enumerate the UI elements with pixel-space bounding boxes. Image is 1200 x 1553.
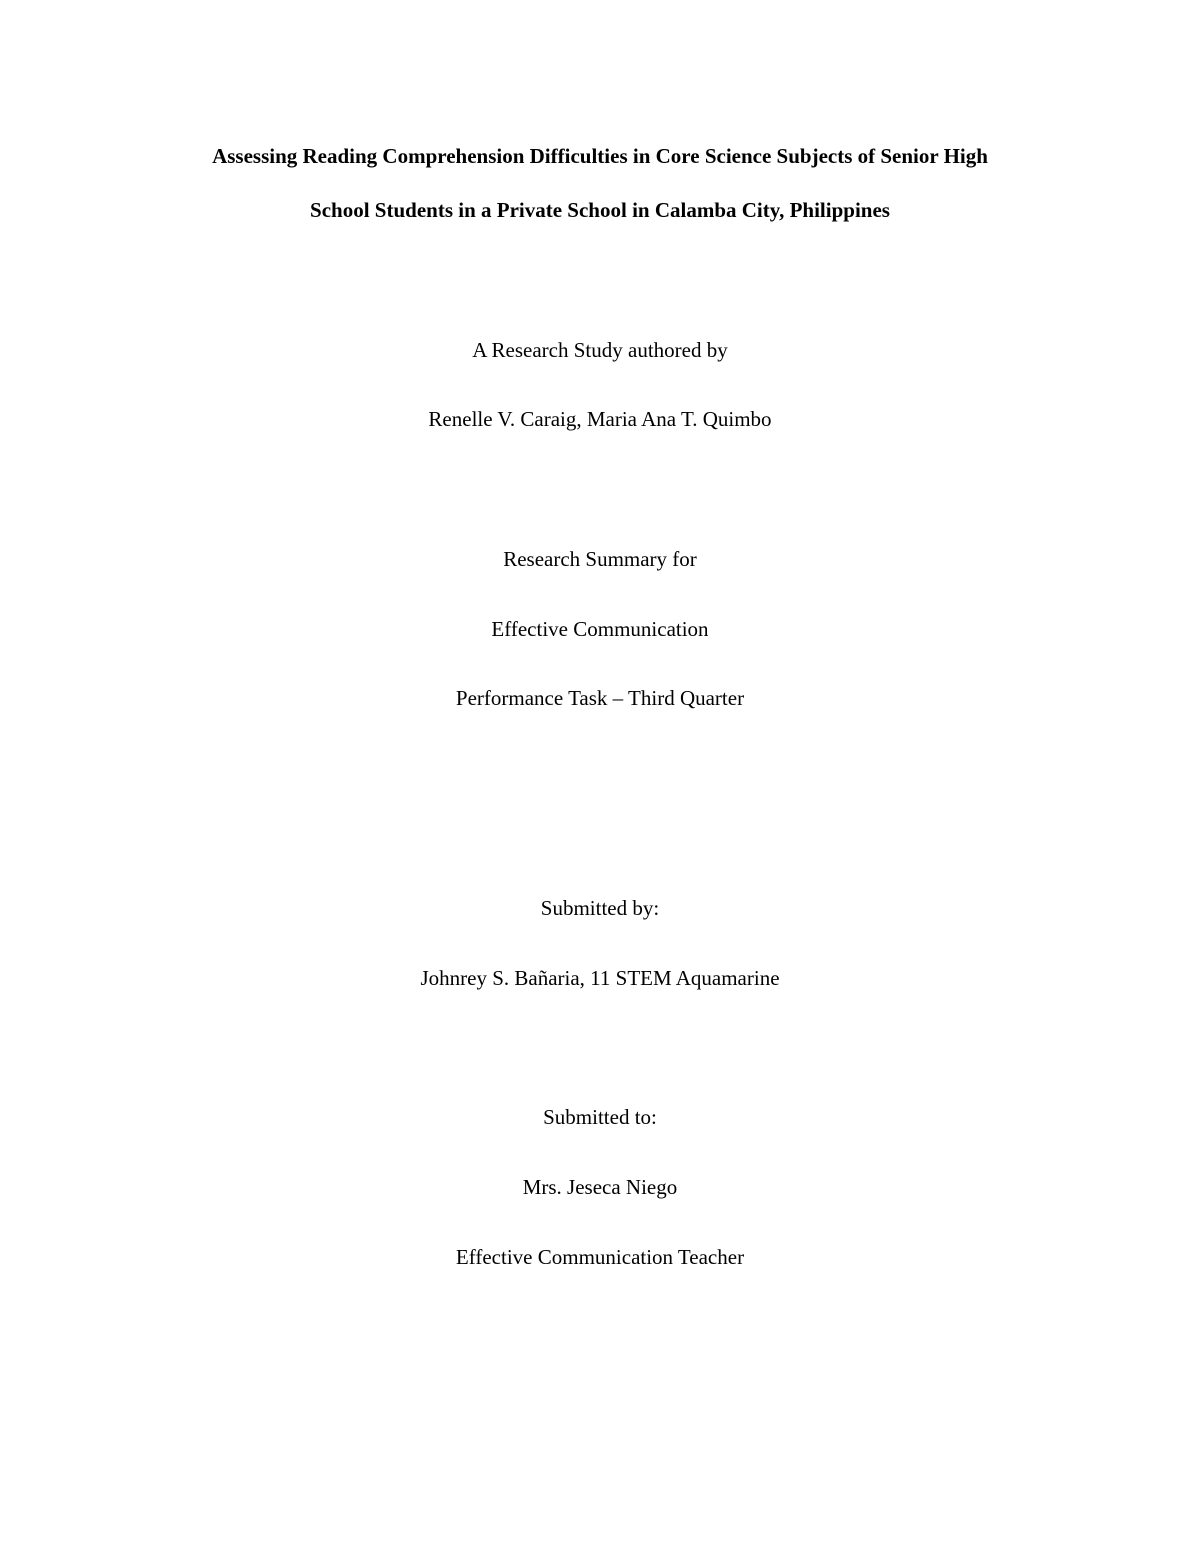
teacher-role: Effective Communication Teacher bbox=[455, 1245, 745, 1269]
performance-task: Performance Task – Third Quarter bbox=[455, 686, 745, 710]
subject-name: Effective Communication bbox=[491, 617, 709, 641]
paper-title-line-2: School Students in a Private School in Calamba City, Philippines bbox=[310, 198, 890, 222]
paper-title-line-1: Assessing Reading Comprehension Difficulties in Core Science Subjects of Senior High bbox=[212, 144, 988, 168]
submitted-by-label: Submitted by: bbox=[540, 896, 660, 920]
submitted-to-label: Submitted to: bbox=[543, 1105, 657, 1129]
teacher-name: Mrs. Jeseca Niego bbox=[522, 1175, 678, 1199]
submitter-name: Johnrey S. Bañaria, 11 STEM Aquamarine bbox=[420, 966, 780, 990]
authors-names: Renelle V. Caraig, Maria Ana T. Quimbo bbox=[428, 407, 772, 431]
research-summary-for: Research Summary for bbox=[503, 547, 697, 571]
authored-by-text: A Research Study authored by bbox=[472, 338, 728, 362]
